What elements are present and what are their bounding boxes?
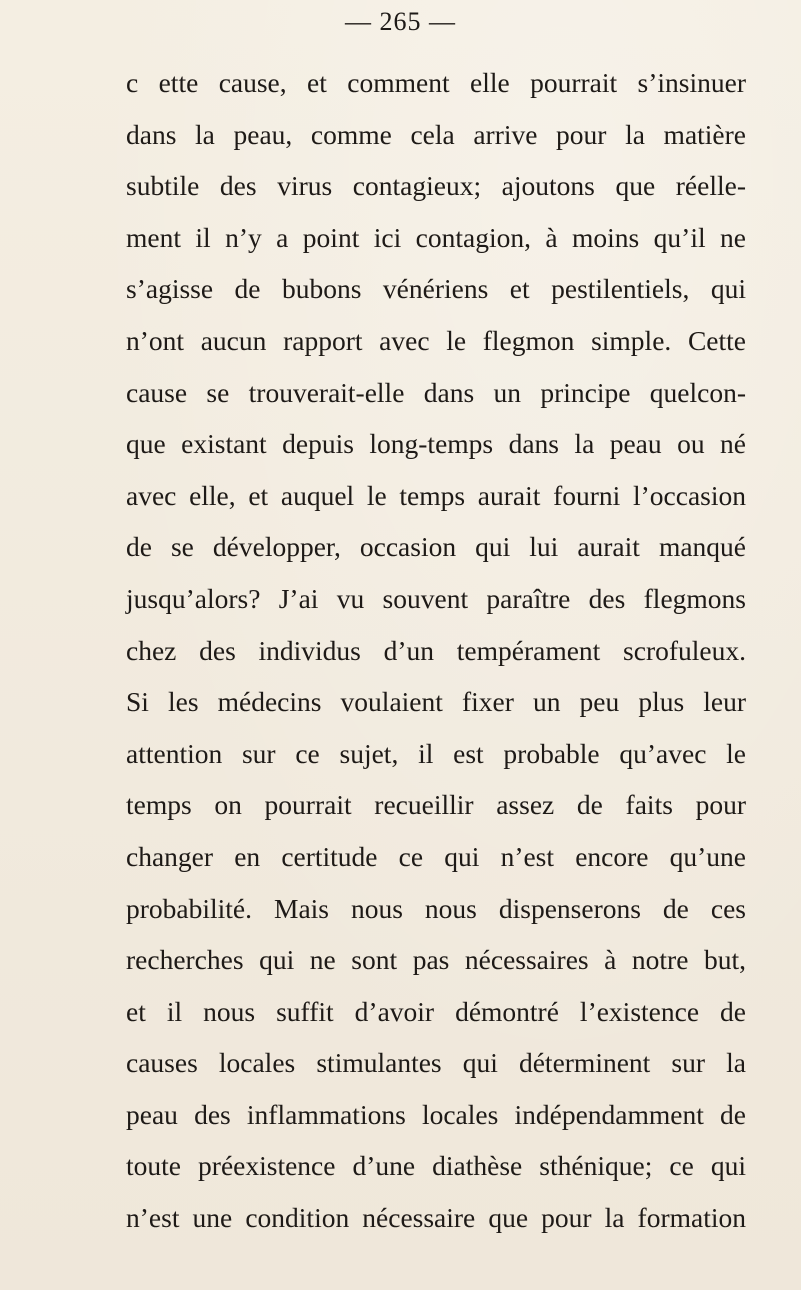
- text-line: ment il n’y a point ici contagion, à moins qu’il ne: [126, 221, 746, 253]
- text-line: n’est une condition nécessaire que pour la formation: [126, 1202, 746, 1234]
- text-line: c ette cause, et comment elle pourrait s’insinuer: [126, 67, 746, 98]
- text-line: et il nous suffit d’avoir démontré l’existence de: [126, 995, 746, 1027]
- page-number-header: — 265 —: [345, 7, 456, 36]
- text-line: chez des individus d’un tempérament scrofuleux.: [126, 634, 746, 666]
- text-line: avec elle, et auquel le temps aurait fourni l’occasion: [126, 479, 746, 511]
- text-line: attention sur ce sujet, il est probable qu’avec le: [126, 737, 746, 769]
- text-line: causes locales stimulantes qui déterminent sur la: [126, 1047, 746, 1079]
- text-line: probabilité. Mais nous nous dispenserons de ces: [126, 892, 746, 924]
- text-line: subtile des virus contagieux; ajoutons que réelle-: [126, 170, 746, 202]
- text-line: cause se trouverait-elle dans un principe quelcon-: [126, 376, 746, 408]
- text-line: recherches qui ne sont pas nécessaires à notre but,: [126, 944, 746, 976]
- text-line: s’agisse de bubons vénériens et pestilentiels, qui: [126, 273, 746, 305]
- text-line: changer en certitude ce qui n’est encore qu’une: [126, 840, 746, 872]
- text-line: jusqu’alors? J’ai vu souvent paraître des flegmons: [126, 582, 746, 614]
- text-line: peau des inflammations locales indépendamment de: [126, 1098, 746, 1130]
- text-line: toute préexistence d’une diathèse sthénique; ce qui: [126, 1150, 746, 1182]
- text-line: que existant depuis long-temps dans la peau ou né: [126, 428, 746, 460]
- text-line: Si les médecins voulaient fixer un peu plus leur: [126, 686, 746, 718]
- text-line: temps on pourrait recueillir assez de faits pour: [126, 789, 746, 821]
- text-line: de se développer, occasion qui lui aurait manqué: [126, 531, 746, 563]
- text-line: n’ont aucun rapport avec le flegmon simple. Cette: [126, 324, 746, 356]
- body-text: [126, 57, 746, 1244]
- text-line: dans la peau, comme cela arrive pour la matière: [126, 118, 746, 150]
